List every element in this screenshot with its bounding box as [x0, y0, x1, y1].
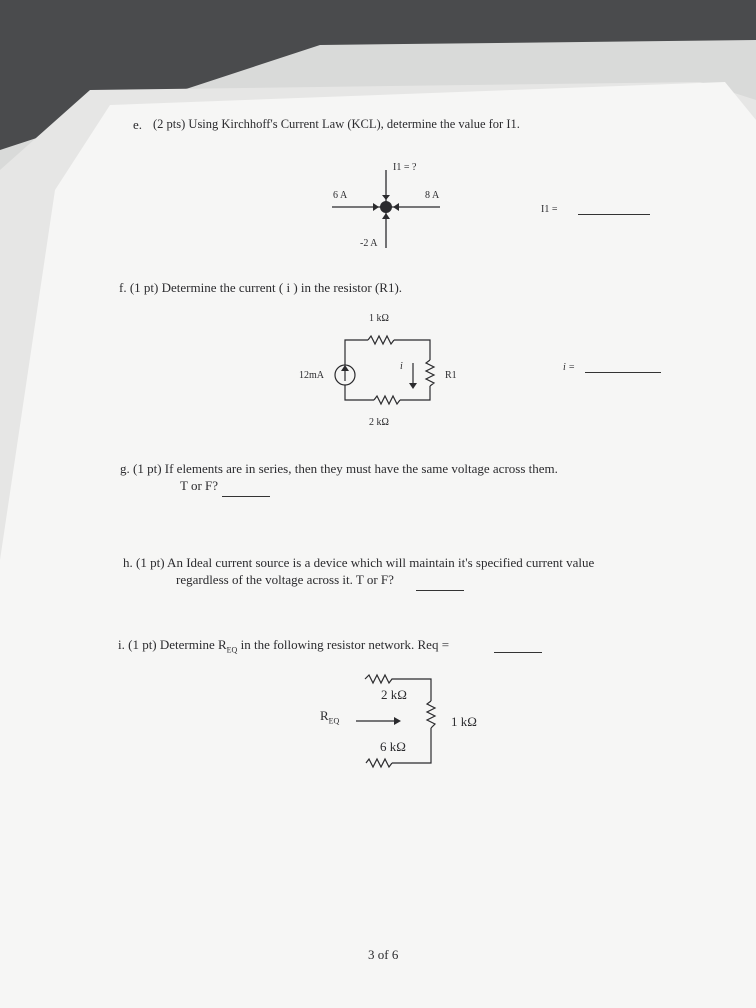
current-i1-label: I1 = ?	[393, 162, 417, 173]
resistor-2k-label-i: 2 kΩ	[381, 687, 407, 702]
question-h-line1: h. (1 pt) An Ideal current source is a device which will maintain it's specified current value	[123, 555, 595, 570]
current-6a-label: 6 A	[333, 190, 348, 201]
current-i-label: i	[400, 361, 403, 372]
question-e-text: (2 pts) Using Kirchhoff's Current Law (KCL), determine the value for I1.	[153, 117, 520, 131]
req-arrow	[394, 717, 401, 725]
question-g-line2: T or F?	[180, 478, 219, 493]
resistor-1k-label-i: 1 kΩ	[451, 714, 477, 729]
answer-i1-label: I1 =	[541, 204, 558, 215]
current-8a-label: 8 A	[425, 190, 440, 201]
source-12ma-label: 12mA	[299, 370, 324, 381]
answer-i-label: i =	[563, 362, 576, 373]
resistor-r1-label: R1	[445, 370, 457, 381]
question-i-text: i. (1 pt) Determine $R_{EQ}$ in the following resistor network. Req =	[118, 637, 450, 655]
resistor-6k-zigzag	[366, 759, 392, 767]
question-e-label: e.	[133, 117, 143, 132]
req-label: $R_{EQ}$	[320, 708, 340, 726]
resistor-6k-label-i: 6 kΩ	[380, 739, 406, 754]
current-neg2a-label: -2 A	[360, 238, 378, 249]
resistor-1k-label: 1 kΩ	[369, 313, 389, 324]
question-g-line1: g. (1 pt) If elements are in series, then they must have the same voltage across them.	[120, 461, 558, 476]
page-number: 3 of 6	[368, 947, 399, 962]
question-h-line2: regardless of the voltage across it. T or F?	[176, 572, 394, 587]
resistor-1k-zigzag-i	[427, 701, 435, 728]
question-f-text: f. (1 pt) Determine the current ( i ) in the resistor (R1).	[119, 280, 403, 295]
resistor-2k-label: 2 kΩ	[369, 417, 389, 428]
